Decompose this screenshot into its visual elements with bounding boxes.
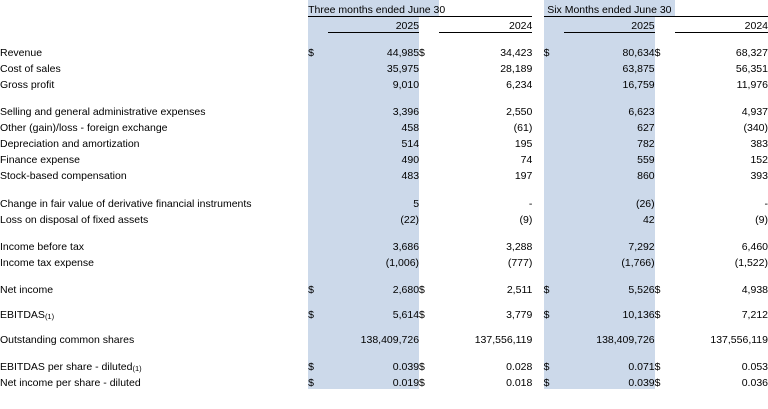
row-currency: $ xyxy=(544,43,564,59)
row-value-six-2025: 10,136 xyxy=(564,305,655,321)
row-value-three-2025: 514 xyxy=(328,134,419,150)
row-value-six-2024: 11,976 xyxy=(736,79,768,91)
row-value-six-2024: (9) xyxy=(755,214,768,226)
row-currency xyxy=(544,330,564,346)
row-label: EBITDAS per share - diluted xyxy=(0,361,133,373)
row-currency xyxy=(544,166,564,182)
row-value-six-2025: (26) xyxy=(564,182,655,210)
row-currency xyxy=(419,330,439,346)
row-currency: $ xyxy=(544,305,564,321)
row-value-three-2025: 490 xyxy=(328,150,419,166)
row-value-six-2025: (1,766) xyxy=(564,253,655,269)
header-year-six-2024: 2024 xyxy=(675,16,768,32)
row-currency: $ xyxy=(419,284,425,296)
row-currency xyxy=(655,75,675,91)
row-value-three-2024: 2,511 xyxy=(506,284,533,296)
row-currency xyxy=(655,210,675,226)
row-value-six-2024: 4,938 xyxy=(741,284,768,296)
header-year-cur-c xyxy=(544,16,564,32)
row-value-three-2025: 0.039 xyxy=(328,357,419,373)
row-label: Cost of sales xyxy=(0,63,61,75)
row-value-three-2024: 195 xyxy=(514,138,533,150)
row-value-three-2025: 5,614 xyxy=(328,305,419,321)
header-three-months-overflow xyxy=(439,0,532,16)
row-currency xyxy=(655,59,675,75)
row-value-six-2024: 56,351 xyxy=(735,63,768,75)
row-value-six-2024: 393 xyxy=(750,170,768,182)
row-currency xyxy=(419,102,439,118)
row-currency: $ xyxy=(419,377,425,389)
row-currency xyxy=(308,150,328,166)
row-label-ebitdas-per-share xyxy=(0,357,308,373)
row-label: Outstanding common shares xyxy=(0,334,135,346)
row-value-six-2025: 5,526 xyxy=(564,280,655,296)
row-currency: $ xyxy=(419,47,425,59)
row-currency xyxy=(655,118,675,134)
row-currency xyxy=(544,102,564,118)
row-currency xyxy=(419,253,439,269)
row-currency xyxy=(655,182,675,210)
row-value-three-2025: 3,686 xyxy=(328,237,419,253)
row-value-three-2025: 0.019 xyxy=(328,373,419,389)
header-year-cur-b xyxy=(419,16,439,32)
table-row xyxy=(0,330,768,346)
row-value-three-2024: 137,556,119 xyxy=(474,334,533,346)
spacer-row xyxy=(0,91,768,102)
row-currency: $ xyxy=(654,284,661,296)
row-currency xyxy=(308,102,328,118)
row-currency: $ xyxy=(308,357,328,373)
table-row xyxy=(0,237,768,253)
table-row xyxy=(0,280,768,296)
row-currency: $ xyxy=(654,309,661,321)
row-label: Finance expense xyxy=(0,154,80,166)
row-value-three-2025: 483 xyxy=(328,166,419,182)
row-value-six-2025: 627 xyxy=(564,118,655,134)
row-currency xyxy=(419,59,439,75)
row-value-three-2024: (61) xyxy=(513,122,533,134)
row-value-three-2025: 458 xyxy=(328,118,419,134)
row-value-six-2024: 6,460 xyxy=(741,241,768,253)
row-currency xyxy=(655,237,675,253)
row-currency xyxy=(655,330,675,346)
row-label: Gross profit xyxy=(0,79,55,91)
row-value-six-2024: 152 xyxy=(750,154,768,166)
row-label: Change in fair value of derivative financial instruments xyxy=(0,198,252,210)
row-currency xyxy=(419,210,439,226)
row-currency xyxy=(544,253,564,269)
row-currency xyxy=(419,118,439,134)
header-gap xyxy=(532,0,543,16)
header-blank-label xyxy=(0,0,308,16)
row-currency xyxy=(308,210,328,226)
row-currency xyxy=(544,118,564,134)
table-row xyxy=(0,150,768,166)
row-value-six-2024: 137,556,119 xyxy=(710,334,768,346)
row-label: Net income xyxy=(0,284,54,296)
row-currency: $ xyxy=(308,43,328,59)
row-label: Net income per share - diluted xyxy=(0,377,141,389)
row-currency xyxy=(655,102,675,118)
row-label: EBITDAS xyxy=(0,309,45,321)
spacer-row xyxy=(0,32,768,43)
row-value-six-2024: 4,937 xyxy=(741,106,768,118)
row-currency xyxy=(419,134,439,150)
row-currency xyxy=(544,210,564,226)
row-currency xyxy=(419,75,439,91)
row-value-three-2024: 34,423 xyxy=(500,47,533,59)
row-value-three-2025: (22) xyxy=(328,210,419,226)
row-currency: $ xyxy=(419,361,425,373)
table-row xyxy=(0,43,768,59)
header-six-months: Six Months ended June 30 xyxy=(544,0,675,16)
table-row xyxy=(0,373,768,389)
row-value-three-2024: 28,189 xyxy=(500,63,533,75)
row-value-three-2024: 197 xyxy=(514,170,533,182)
row-value-three-2025: 9,010 xyxy=(328,75,419,91)
row-value-six-2025: 0.071 xyxy=(564,357,655,373)
row-value-six-2025: 7,292 xyxy=(564,237,655,253)
row-currency xyxy=(308,182,328,210)
row-currency xyxy=(419,182,439,210)
row-value-three-2024: 6,234 xyxy=(506,79,533,91)
row-currency xyxy=(308,75,328,91)
row-currency xyxy=(308,166,328,182)
row-currency: $ xyxy=(544,373,564,389)
spacer-row xyxy=(0,346,768,357)
row-value-three-2024: 2,550 xyxy=(506,106,533,118)
row-value-six-2025: 0.039 xyxy=(564,373,655,389)
row-value-six-2024: - xyxy=(764,198,768,210)
row-currency xyxy=(308,134,328,150)
row-currency xyxy=(308,59,328,75)
row-label: Depreciation and amortization xyxy=(0,138,140,150)
row-currency: $ xyxy=(419,309,425,321)
row-value-three-2025: (1,006) xyxy=(328,253,419,269)
table-row xyxy=(0,59,768,75)
row-currency: $ xyxy=(544,357,564,373)
table-row xyxy=(0,357,768,373)
row-value-three-2024: (777) xyxy=(507,257,533,269)
row-currency xyxy=(308,118,328,134)
row-value-six-2024: 383 xyxy=(750,138,768,150)
row-value-three-2024: 74 xyxy=(520,154,533,166)
table-row xyxy=(0,118,768,134)
row-value-six-2025: 42 xyxy=(564,210,655,226)
header-year-blank xyxy=(0,16,308,32)
row-value-three-2024: 3,288 xyxy=(506,241,533,253)
header-year-row xyxy=(0,16,768,32)
row-currency xyxy=(419,166,439,182)
row-value-three-2025: 3,396 xyxy=(328,102,419,118)
row-value-three-2024: 0.028 xyxy=(506,361,533,373)
header-year-six-2025: 2025 xyxy=(564,16,655,32)
row-currency xyxy=(544,134,564,150)
row-value-six-2025: 80,634 xyxy=(564,43,655,59)
row-value-six-2025: 16,759 xyxy=(564,75,655,91)
row-currency xyxy=(308,330,328,346)
row-value-six-2024: (340) xyxy=(743,122,768,134)
row-currency xyxy=(419,237,439,253)
row-value-six-2024: 0.036 xyxy=(741,377,768,389)
header-year-cur-a xyxy=(308,16,328,32)
row-label: Income before tax xyxy=(0,241,85,253)
row-currency xyxy=(544,182,564,210)
table-row xyxy=(0,182,768,210)
row-label: Loss on disposal of fixed assets xyxy=(0,214,149,226)
row-currency xyxy=(544,75,564,91)
row-currency xyxy=(655,134,675,150)
row-currency xyxy=(308,237,328,253)
header-year-gap xyxy=(532,16,543,32)
row-currency: $ xyxy=(654,361,661,373)
row-value-three-2025: 138,409,726 xyxy=(328,330,419,346)
table-row xyxy=(0,253,768,269)
table-row xyxy=(0,75,768,91)
spacer-row xyxy=(0,321,768,330)
row-currency xyxy=(308,253,328,269)
row-currency xyxy=(655,166,675,182)
row-currency xyxy=(655,253,675,269)
row-value-three-2025: 5 xyxy=(328,182,419,210)
table-row xyxy=(0,102,768,118)
row-currency xyxy=(544,150,564,166)
row-value-six-2024: (1,522) xyxy=(734,257,768,269)
row-value-six-2024: 7,212 xyxy=(741,309,768,321)
row-value-six-2025: 782 xyxy=(564,134,655,150)
row-currency: $ xyxy=(308,280,328,296)
footnote-marker: (1) xyxy=(44,312,55,321)
table-row xyxy=(0,166,768,182)
row-label: Selling and general administrative expenses xyxy=(0,106,206,118)
row-value-six-2024: 68,327 xyxy=(735,47,768,59)
row-value-six-2025: 138,409,726 xyxy=(564,330,655,346)
table-row xyxy=(0,305,768,321)
row-value-six-2025: 559 xyxy=(564,150,655,166)
spacer-row xyxy=(0,269,768,280)
row-value-three-2025: 44,985 xyxy=(328,43,419,59)
row-value-six-2025: 860 xyxy=(564,166,655,182)
table-row xyxy=(0,134,768,150)
spacer-row xyxy=(0,296,768,305)
row-label: Income tax expense xyxy=(0,257,94,269)
row-value-three-2025: 35,975 xyxy=(328,59,419,75)
row-label: Stock-based compensation xyxy=(0,170,127,182)
header-six-months-overflow xyxy=(675,0,768,16)
row-currency xyxy=(544,59,564,75)
table-row xyxy=(0,210,768,226)
row-value-three-2024: 3,779 xyxy=(506,309,533,321)
row-value-six-2025: 63,875 xyxy=(564,59,655,75)
row-value-six-2025: 6,623 xyxy=(564,102,655,118)
row-currency xyxy=(419,150,439,166)
row-label: Revenue xyxy=(0,47,43,59)
row-currency: $ xyxy=(654,377,661,389)
footnote-marker: (1) xyxy=(132,364,142,373)
header-year-three-2024: 2024 xyxy=(439,16,532,32)
row-currency xyxy=(655,150,675,166)
spacer-row xyxy=(0,226,768,237)
header-year-three-2025: 2025 xyxy=(328,16,419,32)
row-value-three-2024: (9) xyxy=(519,214,533,226)
row-currency xyxy=(544,237,564,253)
row-label-ebitdas xyxy=(0,305,308,321)
row-currency: $ xyxy=(308,373,328,389)
row-currency: $ xyxy=(654,47,661,59)
header-group-row xyxy=(0,0,768,16)
header-year-cur-d xyxy=(655,16,675,32)
row-value-three-2025: 2,680 xyxy=(328,280,419,296)
row-value-three-2024: 0.018 xyxy=(506,377,533,389)
row-value-six-2024: 0.053 xyxy=(741,361,768,373)
row-value-three-2024: - xyxy=(528,198,533,210)
row-label: Other (gain)/loss - foreign exchange xyxy=(0,122,168,134)
row-currency: $ xyxy=(544,280,564,296)
row-currency: $ xyxy=(308,305,328,321)
header-three-months: Three months ended June 30 xyxy=(308,0,439,16)
